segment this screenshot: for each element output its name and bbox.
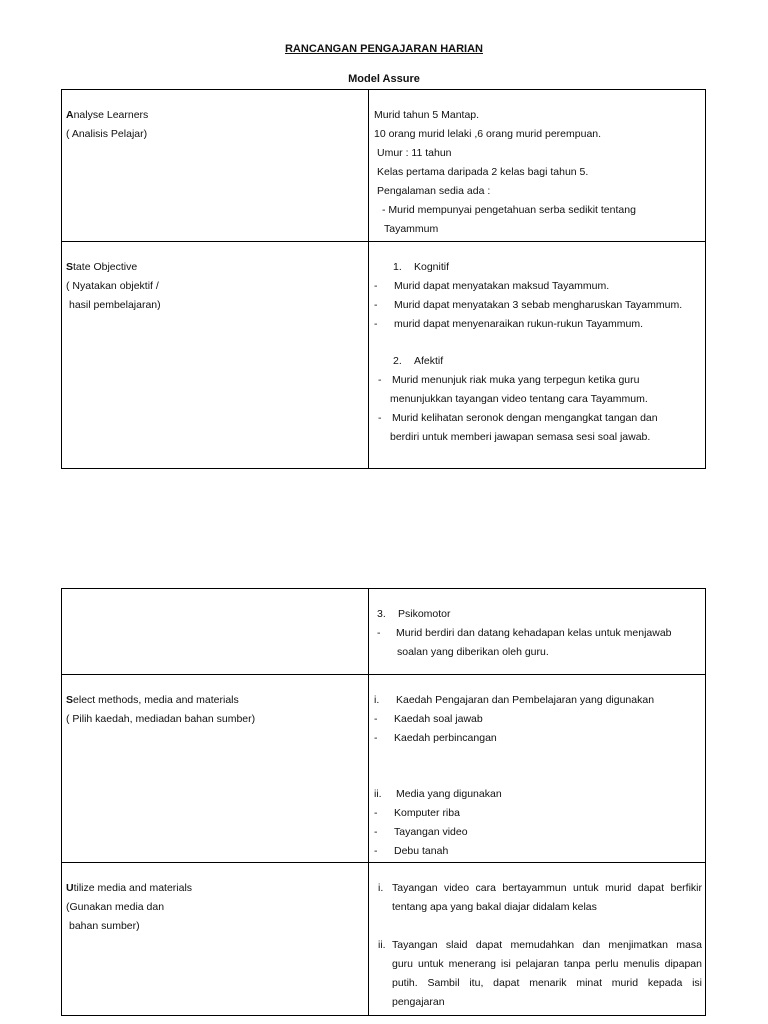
bullet: -: [374, 826, 378, 838]
list-item: Tayangan video: [394, 826, 468, 838]
row-content-cell: [369, 589, 705, 674]
row-content-cell: [369, 242, 705, 469]
list-number: 3.: [377, 608, 386, 620]
list-item: Tayangan video cara bertayammun untuk murid dapat berfikir: [392, 882, 702, 894]
list-item-cont: soalan yang diberikan oleh guru.: [397, 646, 549, 658]
list-item-cont: guru untuk menerang isi pelajaran tanpa perlu menulis dipapan: [392, 958, 702, 970]
row-label: Select methods, media and materials: [66, 694, 239, 706]
bullet: -: [374, 280, 378, 292]
row-label-sub: (Gunakan media dan: [66, 901, 165, 913]
row-label-cell: [62, 589, 369, 674]
section-heading: Afektif: [414, 355, 444, 367]
section-heading: Psikomotor: [398, 608, 451, 620]
bullet: -: [374, 299, 378, 311]
section-heading: Kognitif: [414, 261, 450, 273]
bullet: -: [374, 732, 378, 744]
row-label-sub: bahan sumber): [69, 920, 140, 932]
row-label-cell: [62, 242, 369, 469]
list-number: 1.: [393, 261, 402, 273]
list-item: Murid menunjuk riak muka yang terpegun ketika guru: [392, 374, 640, 386]
list-item-cont: putih. Sambil itu, dapat menarik minat murid kepada isi: [392, 977, 702, 989]
bullet: -: [374, 318, 378, 330]
list-item: Murid berdiri dan datang kehadapan kelas untuk menjawab: [396, 627, 672, 639]
bullet: -: [374, 845, 378, 857]
content-line: Kelas pertama daripada 2 kelas bagi tahun 5.: [377, 166, 589, 178]
list-number: i.: [378, 882, 384, 894]
document-subtitle: Model Assure: [348, 73, 420, 85]
bullet: -: [377, 627, 381, 639]
list-item: Murid dapat menyatakan maksud Tayammum.: [394, 280, 610, 292]
list-item: Debu tanah: [394, 845, 449, 857]
bullet: -: [378, 412, 382, 424]
list-number: ii.: [378, 939, 386, 951]
content-line: - Murid mempunyai pengetahuan serba sedikit tentang: [382, 204, 636, 216]
row-label-cell: [62, 863, 369, 1015]
list-item: Tayangan slaid dapat memudahkan dan menjimatkan masa: [392, 939, 702, 951]
section-heading: Kaedah Pengajaran dan Pembelajaran yang digunakan: [396, 694, 655, 706]
content-line: Pengalaman sedia ada :: [377, 185, 491, 197]
lesson-plan-table-2: [61, 588, 706, 1016]
list-item-cont: menunjukkan tayangan video tentang cara Tayammum.: [390, 393, 648, 405]
document-title: RANCANGAN PENGAJARAN HARIAN: [284, 43, 483, 55]
bullet: -: [378, 374, 382, 386]
section-heading: Media yang digunakan: [396, 788, 502, 800]
table-row-psikomotor: [62, 589, 705, 674]
list-number: 2.: [393, 355, 402, 367]
lesson-plan-table-1: [61, 89, 706, 469]
list-item: Kaedah perbincangan: [394, 732, 497, 744]
row-label-sub: ( Pilih kaedah, mediadan bahan sumber): [66, 713, 256, 725]
row-label-sub: ( Nyatakan objektif /: [66, 280, 159, 292]
list-item: Murid kelihatan seronok dengan mengangkat tangan dan: [392, 412, 658, 424]
row-content-cell: [369, 675, 705, 862]
table-row-analyse-learners: [62, 90, 705, 241]
row-label: State Objective: [66, 261, 138, 273]
content-line: 10 orang murid lelaki ,6 orang murid perempuan.: [374, 128, 602, 140]
row-label: Analyse Learners: [66, 109, 149, 121]
list-number: i.: [374, 694, 380, 706]
content-line: Umur : 11 tahun: [377, 147, 452, 159]
list-item-cont: tentang apa yang bakal diajar didalam kelas: [392, 901, 597, 913]
table-row-select-methods: [62, 674, 705, 862]
list-item: murid dapat menyenaraikan rukun-rukun Tayammum.: [394, 318, 644, 330]
list-item: Komputer riba: [394, 807, 460, 819]
row-label: Utilize media and materials: [66, 882, 193, 894]
list-item-cont: berdiri untuk memberi jawapan semasa sesi soal jawab.: [390, 431, 651, 443]
row-content-cell: [369, 863, 705, 1015]
bullet: -: [374, 807, 378, 819]
bullet: -: [374, 713, 378, 725]
content-line: Murid tahun 5 Mantap.: [374, 109, 480, 121]
row-content-cell: [369, 90, 705, 241]
list-item: Kaedah soal jawab: [394, 713, 483, 725]
list-item-cont: pengajaran: [392, 996, 445, 1008]
content-line: Tayammum: [384, 223, 439, 235]
table-row-utilize-media: [62, 862, 705, 1015]
table-row-state-objective: [62, 241, 705, 469]
list-number: ii.: [374, 788, 382, 800]
row-label-cell: [62, 90, 369, 241]
list-item: Murid dapat menyatakan 3 sebab mengharuskan Tayammum.: [394, 299, 683, 311]
row-label-cell: [62, 675, 369, 862]
row-label-sub: hasil pembelajaran): [69, 299, 161, 311]
row-label-sub: ( Analisis Pelajar): [66, 128, 148, 140]
